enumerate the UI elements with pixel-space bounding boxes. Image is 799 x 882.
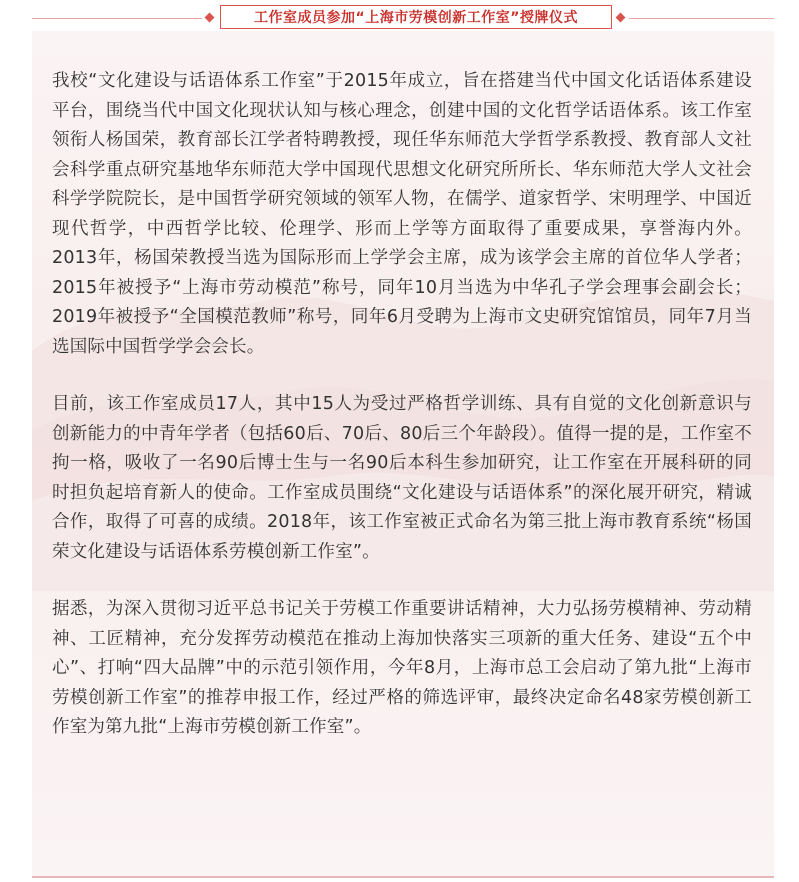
paragraph-members: 目前，该工作室成员17人，其中15人为受过严格哲学训练、具有自觉的文化创新意识与创新能力的中青年学者（包括60后、70后、80后三个年龄段）。值得一提的是，工作室不拘一格，吸收了一名90后博士生与一名90后本科生参加研究，让工作室在开展科研的同时担负起培育新人的使命。工作室成员围绕“文化建设与话语体系”的深化展开研究，精诚合作，取得了可喜的成绩。2018年，该工作室被正式命名为第三批上海市教育系统“杨国荣文化建设与话语体系劳模创新工作室”。: [52, 394, 752, 562]
section-header: [32, 3, 774, 31]
article-panel: [32, 31, 774, 877]
paragraph-intro: 我校“文化建设与话语体系工作室”于2015年成立，旨在搭建当代中国文化话语体系建设平台，围绕当代中国文化现状认知与核心理念，创建中国的文化哲学话语体系。该工作室领衔人杨国荣，教育部长江学者特聘教授，现任华东师范大学哲学系教授、教育部人文社会科学重点研究基地华东师范大学中国现代思想文化研究所所长、华东师范大学人文社会科学学院院长，是中国哲学研究领域的领军人物，在儒学、道家哲学、宋明理学、中国近现代哲学，中西哲学比较、伦理学、形而上学等方面取得了重要成果，享誉海内外。2013年，杨国荣教授当选为国际形而上学学会主席，成为该学会主席的首位华人学者；2015年被授予“上海市劳动模范”称号，同年10月当选为中华孔子学会理事会副会长；2019年被授予“全国模范教师”称号，同年6月受聘为上海市文史研究馆馆员，同年7月当选国际中国哲学学会会长。: [52, 71, 752, 357]
header-title-box: [220, 5, 612, 29]
diamond-ornament-icon: [616, 13, 626, 23]
section-title: 工作室成员参加“上海市劳模创新工作室”授牌仪式: [254, 10, 578, 26]
header-divider-left: [32, 18, 202, 19]
article-body: [52, 67, 752, 771]
paragraph-award: 据悉，为深入贯彻习近平总书记关于劳模工作重要讲话精神，大力弘扬劳模精神、劳动精神、工匠精神，充分发挥劳动模范在推动上海加快落实三项新的重大任务、建设“五个中心”、打响“四大品牌”中的示范引领作用，今年8月，上海市总工会启动了第九批“上海市劳模创新工作室”的推荐申报工作，经过严格的筛选评审，最终决定命名48家劳模创新工作室为第九批“上海市劳模创新工作室”。: [52, 599, 752, 737]
diamond-ornament-icon: [205, 13, 215, 23]
header-divider-right: [629, 18, 774, 19]
bottom-divider: [32, 876, 774, 878]
